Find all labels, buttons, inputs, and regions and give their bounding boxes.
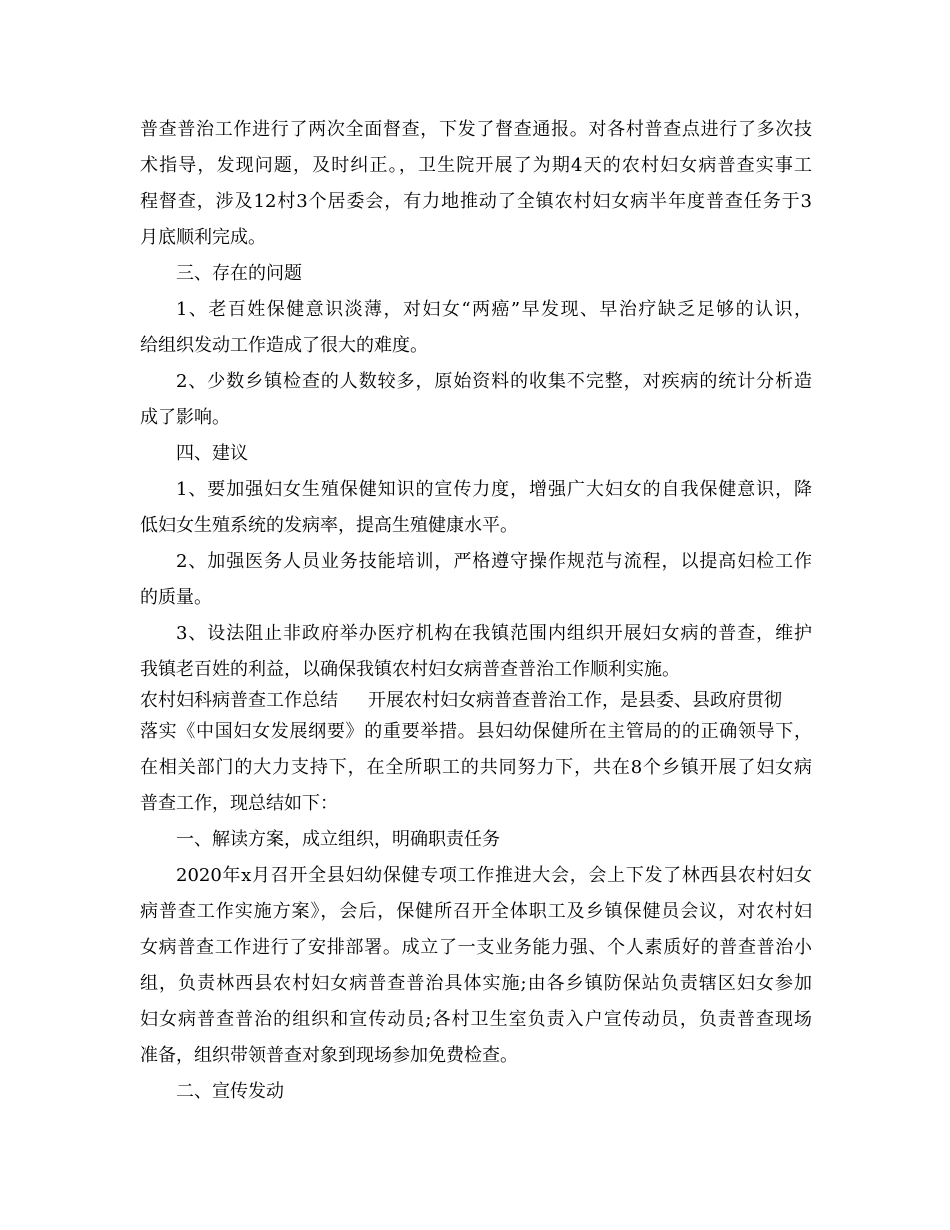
paragraph-line: 2、加强医务人员业务技能培训，严格遵守操作规范与流程，以提高妇检工作 (176, 551, 812, 572)
paragraph-line: 我镇老百姓的利益，以确保我镇农村妇女病普查普治工作顺利实施。 (140, 659, 680, 680)
paragraph-line: 普查工作，现总结如下： (140, 793, 338, 814)
paragraph-line: 1、老百姓保健意识淡薄，对妇女“两癌”早发现、早治疗缺乏足够的认识， (176, 299, 812, 320)
section-heading: 三、存在的问题 (176, 263, 302, 284)
paragraph-line: 病普查工作实施方案》，会后，保健所召开全体职工及乡镇保健员会议，对农村妇 (140, 901, 812, 922)
document-title-line (140, 688, 812, 714)
paragraph-line: 女病普查工作进行了安排部署。成立了一支业务能力强、个人素质好的普查普治小 (140, 937, 812, 958)
paragraph-line: 术指导，发现问题，及时纠正。，卫生院开展了为期4天的农村妇女病普查实事工 (140, 155, 812, 176)
paragraph-line: 成了影响。 (140, 407, 230, 428)
paragraph-line: 落实《中国妇女发展纲要》的重要举措。县妇幼保健所在主管局的的正确领导下， (140, 721, 812, 742)
paragraph-line: 3、设法阻止非政府举办医疗机构在我镇范围内组织开展妇女病的普查，维护 (176, 623, 812, 644)
paragraph-line: 在相关部门的大力支持下，在全所职工的共同努力下，共在8个乡镇开展了妇女病 (140, 757, 812, 778)
paragraph-line: 程督查，涉及12村3个居委会，有力地推动了全镇农村妇女病半年度普查任务于3 (140, 191, 812, 212)
section-heading: 四、建议 (176, 443, 248, 464)
section-heading: 二、宣传发动 (176, 1081, 284, 1102)
paragraph-line: 2020年x月召开全县妇幼保健专项工作推进大会，会上下发了林西县农村妇女 (176, 865, 812, 886)
paragraph-line: 妇女病普查普治的组织和宣传动员;各村卫生室负责入户宣传动员，负责普查现场 (140, 1009, 812, 1030)
section-heading: 一、解读方案，成立组织，明确职责任务 (176, 829, 500, 850)
paragraph-line: 普查普治工作进行了两次全面督查，下发了督查通报。对各村普查点进行了多次技 (140, 119, 812, 140)
paragraph-line: 组，负责林西县农村妇女病普查普治具体实施;由各乡镇防保站负责辖区妇女参加 (140, 973, 812, 994)
document-title: 农村妇科病普查工作总结 (140, 690, 338, 711)
paragraph-line: 给组织发动工作造成了很大的难度。 (140, 335, 428, 356)
paragraph-line: 准备，组织带领普查对象到现场参加免费检查。 (140, 1045, 518, 1066)
paragraph-line: 的质量。 (140, 587, 212, 608)
paragraph-text: 开展农村妇女病普查普治工作，是县委、县政府贯彻 (368, 690, 782, 711)
paragraph-line: 低妇女生殖系统的发病率，提高生殖健康水平。 (140, 515, 518, 536)
paragraph-line: 月底顺利完成。 (140, 227, 266, 248)
paragraph-line: 1、要加强妇女生殖保健知识的宣传力度，增强广大妇女的自我保健意识，降 (176, 479, 812, 500)
paragraph-line: 2、少数乡镇检查的人数较多，原始资料的收集不完整，对疾病的统计分析造 (176, 371, 812, 392)
